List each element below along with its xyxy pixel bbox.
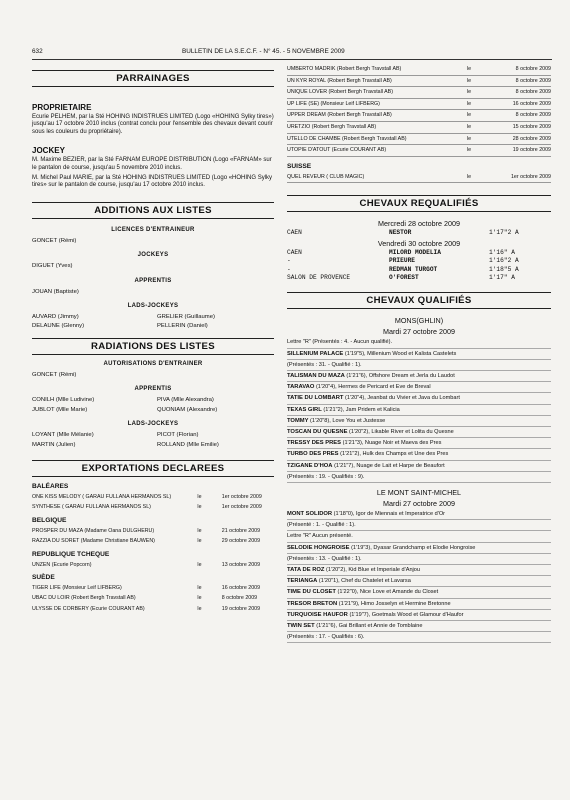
qualification-detail: (1'20"1), Chef du Chatelet et Lavarsa bbox=[318, 578, 411, 585]
qualification-detail: (1'21"9), Himo Josselyn et Hermine Bretonne bbox=[338, 600, 451, 607]
qualification-detail: (1'20"4), Jeanbat du Vivier et Java du Lombart bbox=[345, 395, 460, 402]
qualification-detail: (1'21"7), Nuage de Lait et Harpe de Beaufort bbox=[334, 462, 445, 469]
horse-name: TZIGANE D'HOA bbox=[287, 462, 333, 469]
additions-licences-heading: LICENCES D'ENTRAINEUR bbox=[111, 226, 195, 233]
horse-name: SELODIE HONGROISE bbox=[287, 544, 350, 551]
list-item bbox=[287, 427, 551, 438]
list-item bbox=[287, 587, 551, 598]
suede-heading: SUÈDE bbox=[32, 573, 55, 581]
export-row: ULYSSE DE CORBERY (Ecurie COURANT AB) le 19 octobre 2009 bbox=[32, 605, 261, 612]
list-item bbox=[287, 349, 551, 360]
table-row: SALON DE PROVENCE O'FOREST 1'17" A bbox=[287, 273, 515, 281]
qualifies-list-mons bbox=[287, 337, 551, 483]
additions-apprenti-entry: JOUAN (Baptiste) bbox=[32, 288, 79, 295]
list-item bbox=[287, 371, 551, 382]
bulletin-title: BULLETIN DE LA S.E.C.F. - N° 45. - 5 NOVEMBRE 2009 bbox=[182, 48, 345, 55]
horse-name: TOMMY bbox=[287, 417, 309, 424]
export-row: UN KYR ROYAL (Robert Bergh Travstall AB) le 8 octobre 2009 bbox=[287, 76, 551, 88]
header-rule bbox=[32, 59, 552, 60]
qualification-detail: (1'19"5), Millenium Wood et Kalista Castelets bbox=[344, 350, 457, 357]
list-item bbox=[287, 520, 551, 531]
horse-name: TWIN SET bbox=[287, 623, 315, 630]
export-row: UMBERTO MADRIK (Robert Bergh Travstall AB) le 8 octobre 2009 bbox=[287, 64, 551, 76]
radiations-heading: RADIATIONS DES LISTES bbox=[32, 338, 274, 355]
exportations-heading: EXPORTATIONS DECLAREES bbox=[32, 460, 274, 477]
export-row: TIGER LIFE (Monsieur Leif LIFBERG) le 16 octobre 2009 bbox=[32, 584, 261, 591]
qualification-detail: (1'20"2), Likable River et Lolita du Quesne bbox=[349, 429, 454, 435]
belgique-heading: BELGIQUE bbox=[32, 516, 67, 524]
qualification-detail: (1'19"7), Goetmals Wood et Glamour d'Haufor bbox=[349, 611, 464, 618]
jockey-text-1: M. Maxime BEZIER, par la Sté FARNAM EUROPE DISTRIBUTION (Logo «FARNAM» sur le pantalon de course, jusqu'au 5 novembre 2010 inclus. bbox=[32, 157, 272, 171]
list-item: CONILH (Mlle Ludivine) PIVA (Mlle Alexandra) bbox=[32, 397, 214, 404]
qualification-detail: (1'20"2), Kid Blue et Imperiale d'Anjou bbox=[326, 567, 421, 574]
list-item bbox=[287, 543, 551, 554]
qualification-detail: (1'20"8), Love You et Justesse bbox=[310, 417, 386, 424]
qualification-detail: (1'21"6), Offshore Dream et Jerla du Laudot bbox=[346, 372, 455, 379]
horse-name: TATIE DU LOMBART bbox=[287, 395, 344, 402]
export-row: RAZZIA DU SORET (Madame Christiane BAUWEN) le 29 octobre 2009 bbox=[32, 538, 261, 545]
left-column bbox=[32, 66, 274, 614]
list-item bbox=[287, 449, 551, 460]
radiations-lads-heading: LADS-JOCKEYS bbox=[127, 421, 179, 428]
qualification-detail: (1'21"2), Jam Pridem et Kalicia bbox=[323, 406, 400, 413]
table-row: - PRIEURE 1'16"2 A bbox=[287, 257, 519, 265]
radiations-apprentis-heading: APPRENTIS bbox=[134, 386, 172, 393]
horse-name: TEXAS GIRL bbox=[287, 406, 322, 413]
right-column bbox=[287, 64, 551, 643]
horse-name: TURQUOISE HAUFOR bbox=[287, 611, 348, 618]
list-item: MARTIN (Julien) ROLLAND (Mlle Emilie) bbox=[32, 441, 219, 448]
qualification-detail: (1'19"3), Dyasar Grandchamp et Elodie Hongroise bbox=[351, 544, 476, 551]
export-row: QUEL REVEUR ( CLUB MAGIC) le 1er octobre 2009 bbox=[287, 172, 551, 184]
list-item: JUBLOT (Mlle Marie) QUONIAM (Alexandre) bbox=[32, 406, 218, 413]
requalifies-date-2: Vendredi 30 octobre 2009 bbox=[377, 238, 461, 248]
qualification-detail: (Présentés : 19. - Qualifiés : 9). bbox=[287, 473, 365, 480]
qualification-detail: (Présentés : 17. - Qualifiés : 6). bbox=[287, 634, 365, 641]
list-item bbox=[287, 565, 551, 576]
horse-name: TRESSY DES PRES bbox=[287, 440, 342, 447]
requalifies-date-1: Mercredi 28 octobre 2009 bbox=[378, 219, 460, 229]
horse-name: SILLENIUM PALACE bbox=[287, 350, 344, 357]
qualification-detail: (1'22"0), Nice Love et Amande du Closet bbox=[337, 589, 439, 596]
radiations-autorisation-entry: GONCET (Rémi) bbox=[32, 371, 77, 378]
list-item bbox=[287, 405, 551, 416]
list-item bbox=[287, 632, 551, 643]
list-item bbox=[287, 438, 551, 449]
export-row: ONE KISS MELODY ( GARAU FULLANA HERMANOS SL) le 1er octobre 2009 bbox=[32, 493, 262, 500]
horse-name: TURBO DES PRES bbox=[287, 451, 339, 458]
export-row: UNZEN (Ecurie Popcorn) le 13 octobre 2009 bbox=[32, 561, 261, 568]
qualification-detail: (Présenté : 1. - Qualifié : 1). bbox=[287, 522, 356, 529]
additions-apprentis-heading: APPRENTIS bbox=[134, 277, 172, 284]
additions-licence-entry: GONCET (Rémi) bbox=[32, 237, 77, 244]
tcheque-heading: REPUBLIQUE TCHEQUE bbox=[32, 550, 110, 558]
export-row: UPPER DREAM (Robert Bergh Travstall AB) le 8 octobre 2009 bbox=[287, 110, 551, 122]
qualification-detail: (Présentés : 13. - Qualifié : 1). bbox=[287, 555, 362, 562]
qualifies-place-1: MONS(GHLIN) bbox=[394, 316, 444, 326]
radiations-autorisations-heading: AUTORISATIONS D'ENTRAINER bbox=[103, 360, 203, 367]
qualification-detail: (1'21"2), Hulk des Champs et Une des Pres bbox=[340, 451, 449, 458]
horse-name: TALISMAN DU MAZA bbox=[287, 372, 345, 379]
qualifies-date-2: Mardi 27 octobre 2009 bbox=[383, 499, 455, 509]
jockey-text-2: M. Michel Paul MARIE, par la Sté HOHING INDISTRUES LIMITED (Logo «HOHING Sylky tires» sur le pantalon de course, jusqu'au 17 octobre 2010 inclus. bbox=[32, 175, 273, 189]
export-row: PROSPER DU MAZA (Madame Oana DULGHERU) le 21 octobre 2009 bbox=[32, 527, 261, 534]
list-item bbox=[287, 382, 551, 393]
qualifies-place-2: LE MONT SAINT-MICHEL bbox=[376, 488, 462, 498]
proprietaire-text: Ecurie PELHEM, par la Sté HOHING INDISTRUES LIMITED (Logo «HOHING Sylky tires») jusqu'au 17 octobre 2010 inclus (contrat conclu pour l'ensemble des chevaux devant courir sous les couleurs du propriétaire). bbox=[32, 114, 274, 135]
list-item bbox=[287, 610, 551, 621]
list-item bbox=[287, 554, 551, 565]
proprietaire-heading: PROPRIETAIRE bbox=[32, 103, 92, 112]
list-item bbox=[287, 621, 551, 632]
horse-name: TARAVAO bbox=[287, 384, 315, 391]
suisse-heading: SUISSE bbox=[287, 162, 312, 170]
list-item: LOYANT (Mlle Mélanie) PICOT (Florian) bbox=[32, 432, 199, 439]
qualifies-heading: CHEVAUX QUALIFIÉS bbox=[287, 292, 551, 309]
table-row: CAEN NESTOR 1'17"2 A bbox=[287, 229, 519, 237]
additions-jockeys-heading: JOCKEYS bbox=[137, 252, 169, 259]
qualification-detail: (1'20"4), Hermes de Pericard et Eve de Breval bbox=[315, 384, 431, 391]
list-item bbox=[287, 416, 551, 427]
qualification-detail: Lettre "R" Aucun présenté. bbox=[287, 533, 353, 540]
horse-name: MONT SOLIDOR bbox=[287, 511, 333, 518]
list-item bbox=[287, 461, 551, 472]
horse-name: TATA DE ROZ bbox=[287, 567, 325, 574]
list-item: AUVARD (Jimmy) GRELIER (Guillaume) bbox=[32, 314, 215, 321]
list-item bbox=[287, 576, 551, 587]
table-row: - REDMAN TURGOT 1'18"5 A bbox=[287, 265, 519, 273]
horse-name: TIME DU CLOSET bbox=[287, 589, 336, 596]
export-row: SYNTHESE ( GARAU FULLANA HERMANOS SL) le 1er octobre 2009 bbox=[32, 504, 262, 511]
export-row: UBAC DU LOIR (Robert Bergh Travstall AB) le 8 octobre 2009 bbox=[32, 595, 258, 602]
requalifies-heading: CHEVAUX REQUALIFIÉS bbox=[287, 195, 551, 212]
additions-jockey-entry: DIGUET (Yves) bbox=[32, 263, 73, 270]
page-number: 632 bbox=[32, 48, 43, 55]
horse-name: TRESOR BRETON bbox=[287, 600, 338, 607]
export-row: UP LIFE (SE) (Monsieur Leif LIFBERG) le 16 octobre 2009 bbox=[287, 99, 551, 111]
export-row: UTELLO DE CHAMBE (Robert Bergh Travstall AB) le 28 octobre 2009 bbox=[287, 134, 551, 146]
qualification-detail: (1'21"6), Gai Brillant et Annie de Tomblaine bbox=[316, 623, 423, 630]
parrainages-heading: PARRAINAGES bbox=[32, 70, 274, 87]
list-item bbox=[287, 337, 551, 348]
baleares-heading: BALÉARES bbox=[32, 482, 69, 490]
additions-lads-heading: LADS-JOCKEYS bbox=[127, 303, 179, 310]
list-item bbox=[287, 393, 551, 404]
qualifies-date-1: Mardi 27 octobre 2009 bbox=[383, 327, 455, 337]
qualification-detail: (Présentés : 31. - Qualifié : 1). bbox=[287, 361, 362, 368]
additions-heading: ADDITIONS AUX LISTES bbox=[32, 202, 274, 219]
list-item bbox=[287, 360, 551, 371]
list-item: DELAUNE (Glenny) PELLERIN (Daniel) bbox=[32, 323, 208, 330]
qualifies-list-mont-saint-michel bbox=[287, 509, 551, 643]
horse-name: TOSCAN DU QUESNE bbox=[287, 429, 348, 435]
list-item bbox=[287, 531, 551, 542]
qualification-detail: Lettre "R" (Présentés : 4. - Aucun qualifié). bbox=[287, 339, 393, 346]
export-continued-list bbox=[287, 64, 551, 157]
qualification-detail: (1'21"3), Nuage Noir et Maeva des Pres bbox=[342, 440, 442, 447]
list-item bbox=[287, 509, 551, 520]
export-row: URETZIO (Robert Bergh Travstall AB) le 15 octobre 2009 bbox=[287, 122, 551, 134]
horse-name: TERIANGA bbox=[287, 578, 318, 585]
jockey-heading: JOCKEY bbox=[32, 146, 65, 156]
table-row: CAEN MILORD MODELIA 1'16" A bbox=[287, 248, 515, 256]
qualification-detail: (1'18"0), Igor de Miennais et Imperatrice d'Or bbox=[333, 511, 446, 518]
export-row: UTOPIE D'ATOUT (Ecurie COURANT AB) le 19 octobre 2009 bbox=[287, 145, 551, 157]
list-item bbox=[287, 472, 551, 483]
export-row: UNIQUE LOVER (Robert Bergh Travstall AB) le 8 octobre 2009 bbox=[287, 87, 551, 99]
list-item bbox=[287, 599, 551, 610]
